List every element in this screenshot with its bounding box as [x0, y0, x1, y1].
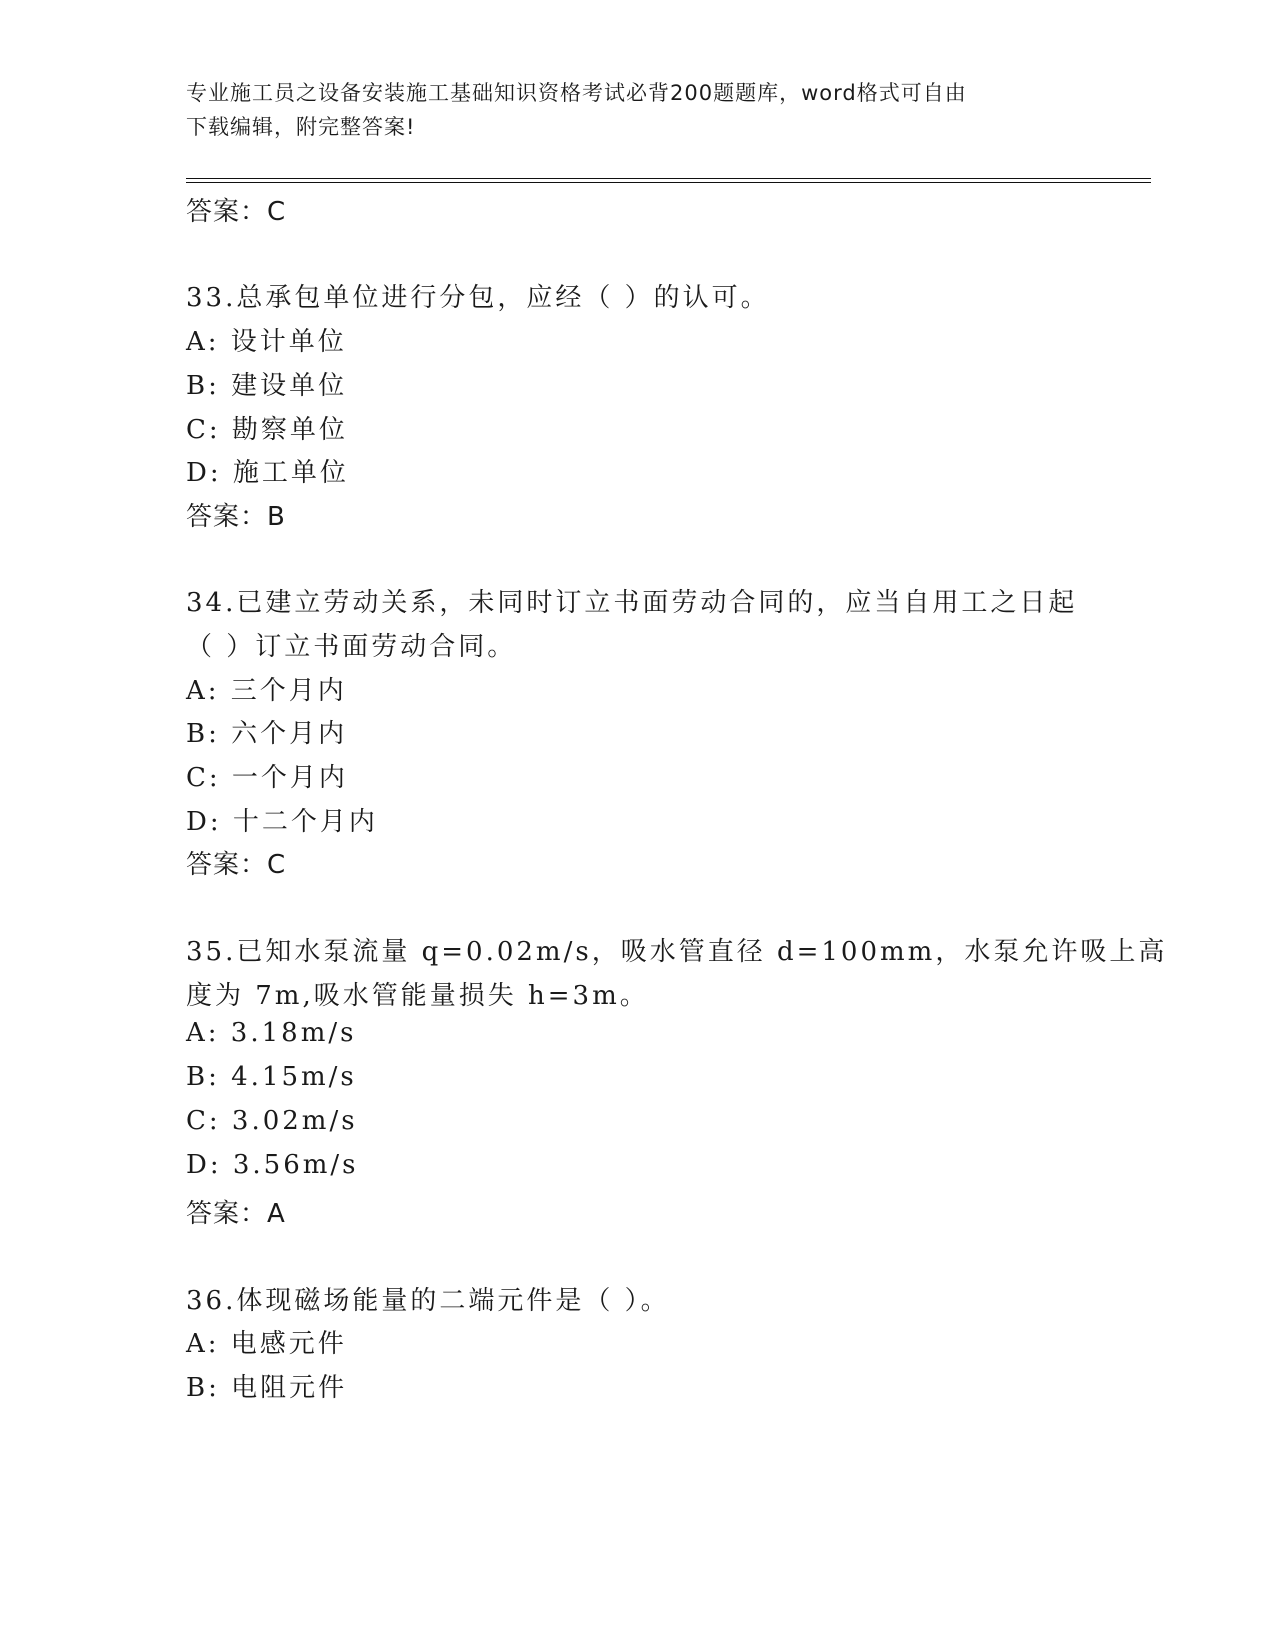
question-33-answer: 答案：B — [186, 502, 286, 532]
question-34-option-a: A: 三个月内 — [186, 676, 347, 706]
question-35-option-a: A: 3.18m/s — [186, 1018, 357, 1048]
answer-previous: 答案：C — [186, 197, 287, 227]
page-header — [186, 76, 1076, 144]
header-title-line-2: 下载编辑，附完整答案! — [186, 115, 416, 139]
question-36-option-a: A: 电感元件 — [186, 1329, 347, 1359]
question-33-option-a: A: 设计单位 — [186, 327, 347, 357]
question-35-stem-line-1: 35.已知水泵流量 q=0.02m/s，吸水管直径 d=100mm，水泵允许吸上高 — [186, 937, 1168, 967]
question-35-option-c: C: 3.02m/s — [186, 1106, 358, 1136]
question-35-option-d: D: 3.56m/s — [186, 1150, 359, 1180]
header-divider-thin — [186, 178, 1151, 179]
question-34-option-d: D: 十二个月内 — [186, 807, 378, 837]
question-34-option-c: C: 一个月内 — [186, 763, 348, 793]
question-35-answer: 答案：A — [186, 1199, 286, 1229]
question-33-option-d: D: 施工单位 — [186, 458, 349, 488]
question-34-option-b: B: 六个月内 — [186, 719, 348, 749]
question-36-stem: 36.体现磁场能量的二端元件是（ ）。 — [186, 1286, 670, 1316]
question-34-answer: 答案：C — [186, 850, 287, 880]
question-34-stem-line-1: 34.已建立劳动关系，未同时订立书面劳动合同的，应当自用工之日起 — [186, 588, 1078, 618]
question-34-stem-line-2: （ ）订立书面劳动合同。 — [186, 632, 517, 662]
question-33-option-b: B: 建设单位 — [186, 371, 348, 401]
header-divider-thick — [186, 182, 1151, 183]
question-36-option-b: B: 电阻元件 — [186, 1373, 348, 1403]
question-35-option-b: B: 4.15m/s — [186, 1062, 357, 1092]
question-33-stem: 33.总承包单位进行分包，应经（ ）的认可。 — [186, 283, 770, 313]
question-33-option-c: C: 勘察单位 — [186, 415, 348, 445]
question-35-stem-line-2: 度为 7m,吸水管能量损失 h=3m。 — [186, 981, 649, 1011]
header-title-line-1: 专业施工员之设备安装施工基础知识资格考试必背200题题库，word格式可自由 — [186, 81, 967, 105]
